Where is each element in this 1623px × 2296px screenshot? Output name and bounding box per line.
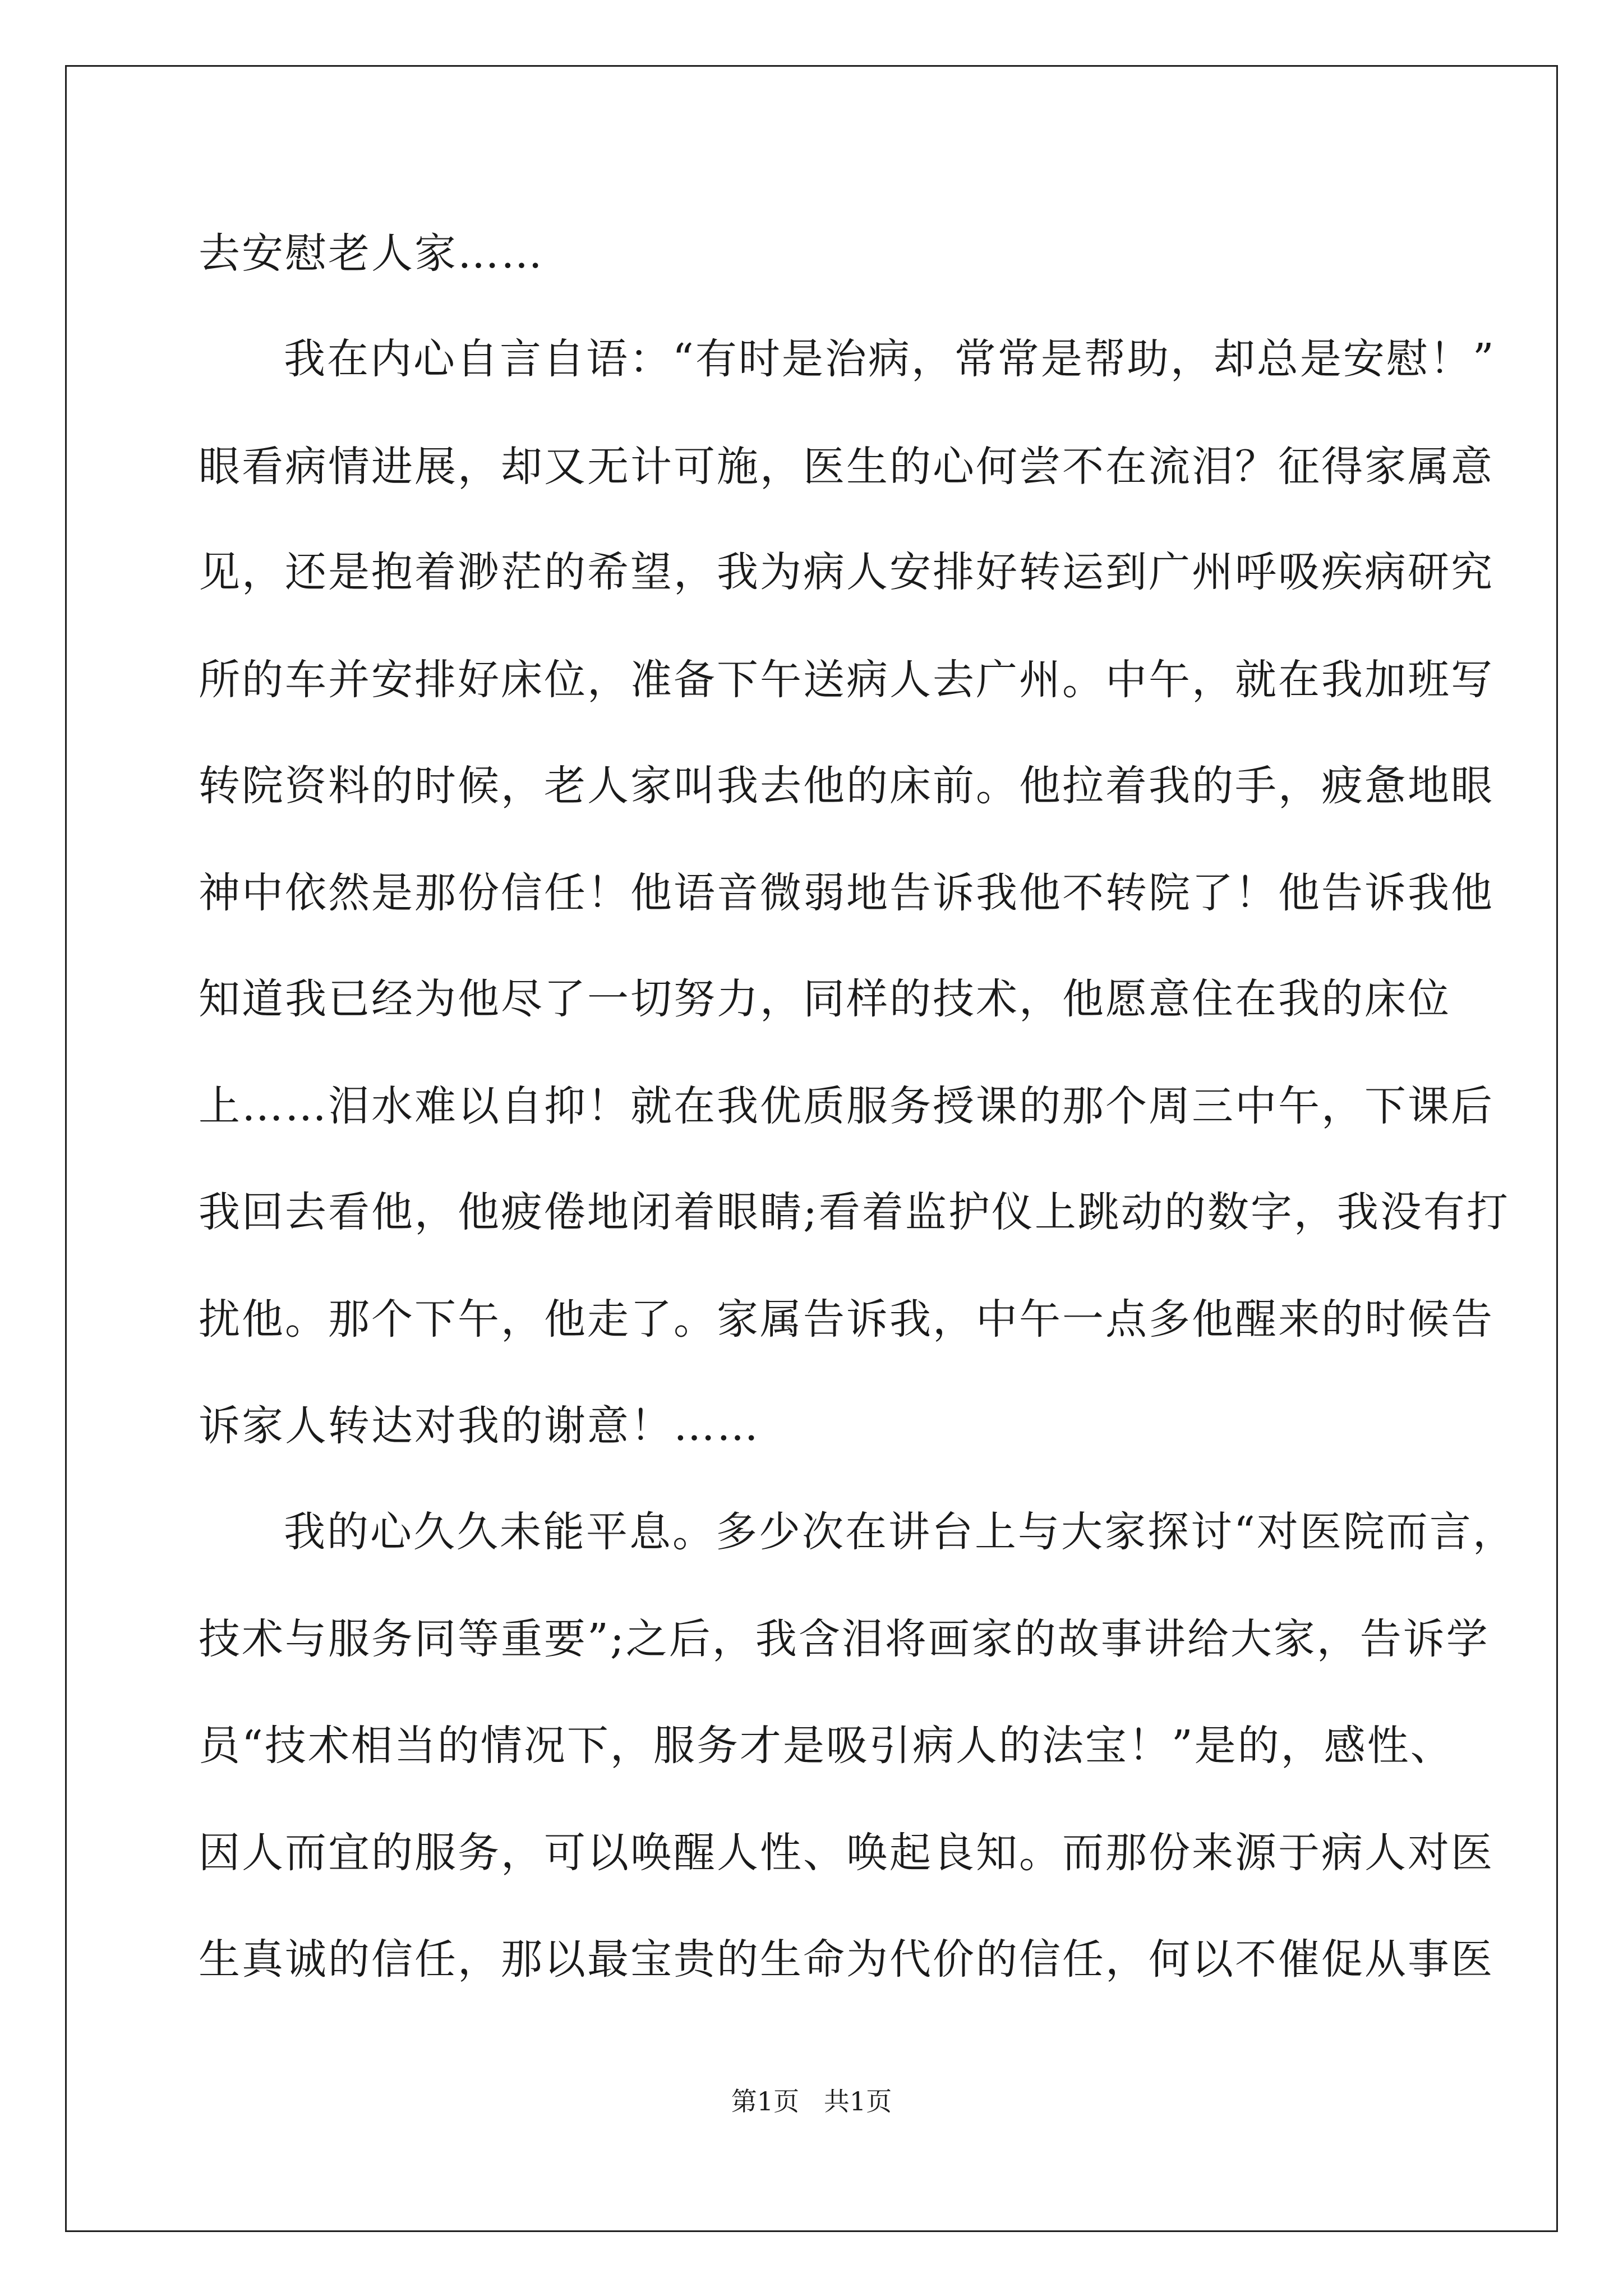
text-line: 因人而宜的服务，可以唤醒人性、唤起良知。而那份来源于病人对医 xyxy=(199,1829,1494,1877)
text-line: 上……泪水难以自抑！就在我优质服务授课的那个周三中午，下课后 xyxy=(199,1082,1494,1130)
text-line: 我的心久久未能平息。多少次在讲台上与大家探讨“对医院而言， xyxy=(284,1508,1516,1556)
text-line: 所的车并安排好床位，准备下午送病人去广州。中午，就在我加班写 xyxy=(199,656,1494,704)
text-line: 神中依然是那份信任！他语音微弱地告诉我他不转院了！他告诉我他 xyxy=(199,869,1494,917)
text-line: 眼看病情进展，却又无计可施，医生的心何尝不在流泪？征得家属意 xyxy=(199,443,1494,491)
page-number-footer: 第1页 共1页 xyxy=(731,2086,892,2116)
text-line: 转院资料的时候，老人家叫我去他的床前。他拉着我的手，疲惫地眼 xyxy=(199,762,1494,810)
text-line: 知道我已经为他尽了一切努力，同样的技术，他愿意住在我的床位 xyxy=(199,975,1451,1023)
text-line: 技术与服务同等重要”;之后，我含泪将画家的故事讲给大家，告诉学 xyxy=(199,1615,1490,1663)
text-line: 我回去看他，他疲倦地闭着眼睛;看着监护仪上跳动的数字，我没有打 xyxy=(199,1188,1510,1236)
text-line: 生真诚的信任，那以最宝贵的生命为代价的信任，何以不催促从事医 xyxy=(199,1935,1494,1984)
text-line: 见，还是抱着渺茫的希望，我为病人安排好转运到广州呼吸疾病研究 xyxy=(199,548,1494,596)
page-border xyxy=(65,65,1558,2232)
text-line: 员“技术相当的情况下，服务才是吸引病人的法宝！”是的，感性、 xyxy=(199,1722,1454,1770)
text-line: 去安慰老人家…… xyxy=(199,229,544,278)
text-line: 诉家人转达对我的谢意！…… xyxy=(199,1402,760,1450)
text-line: 我在内心自言自语：“有时是治病，常常是帮助，却总是安慰！” xyxy=(284,335,1496,383)
text-line: 扰他。那个下午，他走了。家属告诉我，中午一点多他醒来的时候告 xyxy=(199,1295,1494,1343)
